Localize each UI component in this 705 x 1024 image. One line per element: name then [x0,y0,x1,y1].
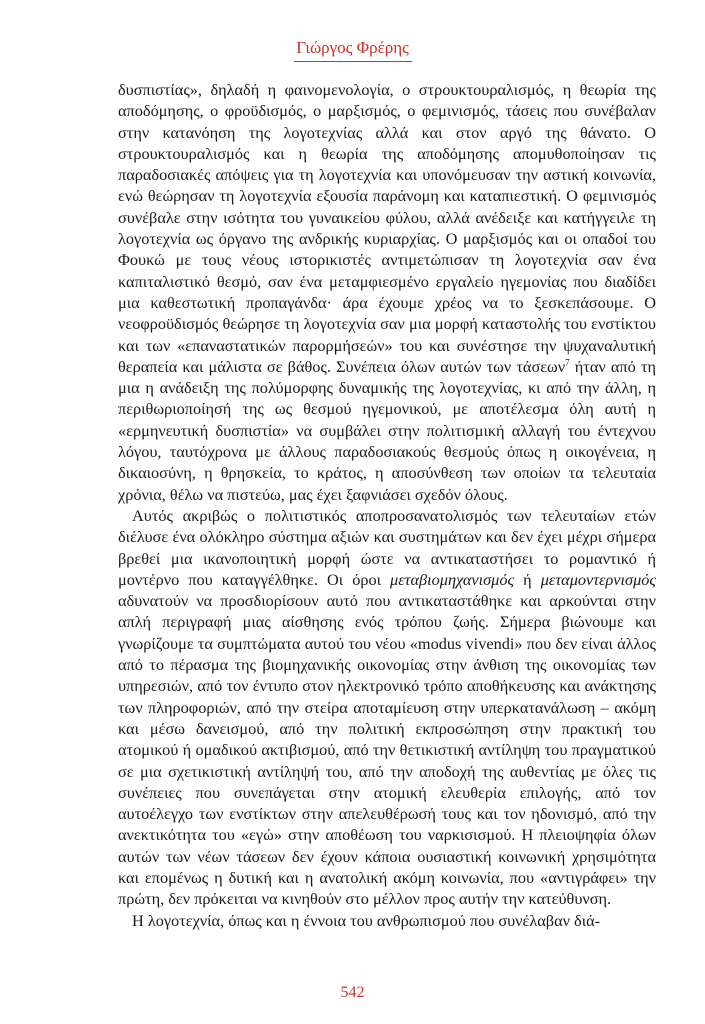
author-name: Γιώργος Φρέρης [296,38,409,57]
page-number: 542 [340,984,365,1001]
paragraph-2 [118,505,656,910]
running-header [0,38,705,62]
paragraph-1-text-cont: ήταν από τη μια η ανάδειξη της πολύμορφης δυναμικής της λογοτεχνίας, κι από την άλλη, η περιθωριοποίησή της ως θεσμού ηγεμονικού, με αποτέλεσμα όλη αυτή η «ερμηνευτική δυσπιστία» να συμβάλει στην πολιτισμική αλλαγή του έντεχνου λόγου, ταυτόχρονα με άλλους παραδοσιακούς θεσμούς όπως η οικογένεια, η δικαιοσύνη, η θρησκεία, το κράτος, η αποσύνθεση των οποίων τα τελευταία χρόνια, θέλω να πιστεύω, μας έχει ξαφνιάσει σχεδόν όλους. [118,356,657,504]
paragraph-3-text: Η λογοτεχνία, όπως και η έννοια του ανθρωπισμού που συνέλαβαν διά- [132,910,601,930]
header-underline [294,61,412,62]
paragraph-3 [118,910,656,931]
footnote-mark: 7 [565,357,570,368]
term-postmodernism: μεταμοντερνισμός [540,569,656,589]
paragraph-1 [118,79,656,505]
paragraph-2-text-c: αδυνατούν να προσδιορίσουν αυτό που αντικαταστάθηκε και αρκούνται στην απλή περιγραφή μιας αίσθησης ενός τρόπου ζωής. Σήμερα βιώνουμε και γνωρίζουμε τα συμπτώματα αυτού του νέου «modus vivendi» που δεν είναι άλλος από το πέρασμα της βιομηχανικής οικονομίας στην άνθιση της οικονομίας των υπηρεσιών, από τον έντυπο στον ηλεκτρονικό τρόπο αποθήκευσης και ανάκτησης των πληροφοριών, από την στείρα αποταμίευση στην υπερκατανάλωση – ακόμη και μέσω δανεισμού, από την πολιτική εκπροσώπηση στην πρακτική του ατομικού ή ομαδικού ακτιβισμού, από την θετικιστική αντίληψη του πραγματικού σε μια σχετικιστική αντίληψή του, από την αποδοχή της αυθεντίας με όλες τις συνέπειες που συνεπάγεται στην ατομική ελευθερία επιλογής, από τον αυτοέλεγχο των ενστίκτων στην απελευθέρωσή τους και τον ηδονισμό, από την ανεκτικότητα του «εγώ» στην αποθέωση του ναρκισισμού. Η πλειοψηφία όλων αυτών των νέων τάσεων δεν έχουν κάποια ουσιαστική κοινωνική χρησιμότητα και επομένως η δυτική και η ανατολική ακόμη κοινωνία, που «αντιγράφει» την πρώτη, δεν πρόκειται να κινηθούν στο μέλλον προς αυτήν την κατεύθυνση. [118,591,656,909]
term-postindustrialism: μεταβιομηχανισμός [390,569,515,589]
paragraph-1-text: δυσπιστίας», δηλαδή η φαινομενολογία, ο στρουκτουραλισμός, η θεωρία της αποδόμησης, ο φροϋδισμός, ο μαρξισμός, ο φεμινισμός, τάσεις που συνέβαλαν στην κατανόηση της λογοτεχνίας αλλά και στον αργό της θάνατο. Ο στρουκτουραλισμός και η θεωρία της αποδόμησης απομυθοποίησαν τις παραδοσιακές απόψεις για τη λογοτεχνία και υπονόμευσαν την αστική κοινωνία, ενώ θεώρησαν τη λογοτεχνία εξουσία παράνομη και καταπιεστική. Ο φεμινισμός συνέβαλε στην ισότητα του γυναικείου φύλου, αλλά ανέδειξε και κατήγγειλε τη λογοτεχνία ως όργανο της ανδρικής κυριαρχίας. Ο μαρξισμός και οι οπαδοί του Φουκώ με τους νέους ιστορικιστές αντιμετώπισαν τη λογοτεχνία σαν ένα καπιταλιστικό θεσμό, σαν ένα μεταμφιεσμένο εργαλείο ηγεμονίας που διαδίδει μια καθεστωτική προπαγάνδα· άρα έχουμε χρέος να το ξεσκεπάσουμε. Ο νεοφροϋδισμός θεώρησε τη λογοτεχνία σαν μια μορφή καταστολής του ενστίκτου και των «επαναστατικών παρορμήσεών» του και συνέστησε την ψυχαναλυτική θεραπεία και μάλιστα σε βάθος. Συνέπεια όλων αυτών των τάσεων [118,80,656,376]
paragraph-2-text-a: Αυτός ακριβώς ο πολιτιστικός αποπροσανατολισμός των τελευταίων ετών διέλυσε ένα ολόκληρο σύστημα αξιών και συστημάτων και δεν έχει μέχρι σήμερα βρεθεί μια ικανοποιητική μορφή ώστε να αντικαταστήσει το ρομαντικό ή μοντέρνο που καταγγέλθηκε. Οι όροι [118,505,656,589]
page-body [118,79,656,931]
paragraph-2-text-b: ή [514,569,541,589]
